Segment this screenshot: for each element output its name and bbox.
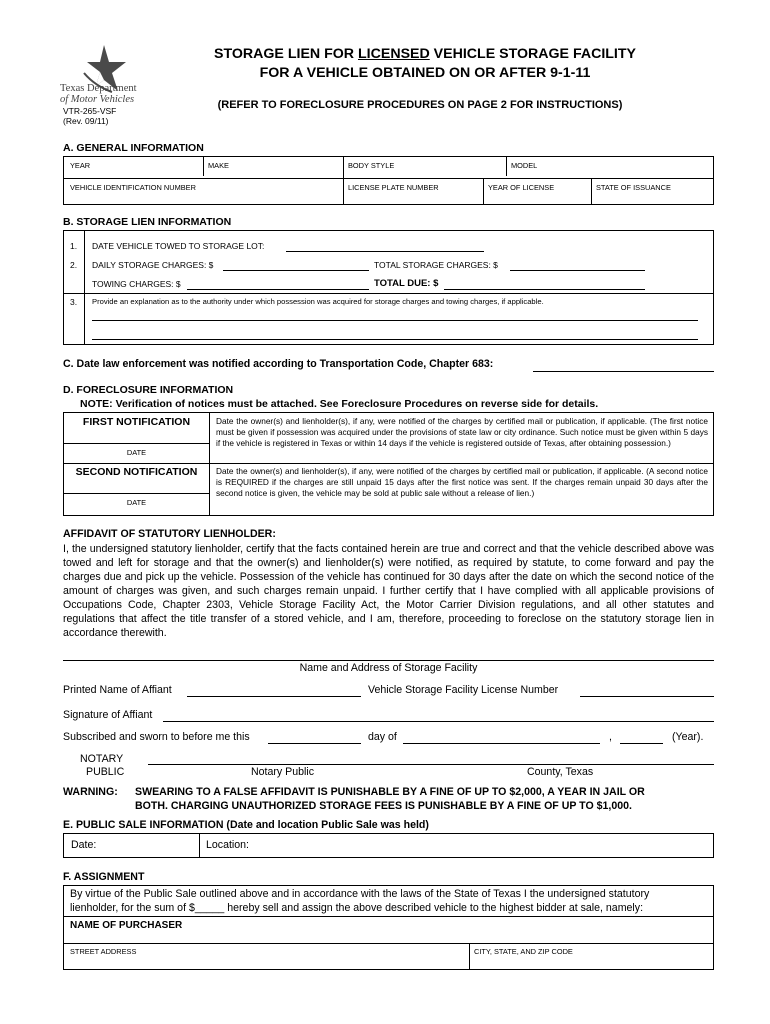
foreclosure-table bbox=[63, 412, 714, 516]
vin-field[interactable]: VEHICLE IDENTIFICATION NUMBER bbox=[70, 183, 196, 192]
title-part1: STORAGE LIEN FOR bbox=[214, 46, 358, 62]
license-plate-field[interactable]: LICENSE PLATE NUMBER bbox=[348, 183, 439, 192]
model-field[interactable]: MODEL bbox=[511, 161, 538, 170]
sworn-month-input[interactable] bbox=[403, 743, 600, 744]
item-2-number: 2. bbox=[70, 260, 78, 270]
total-storage-input[interactable] bbox=[510, 270, 645, 271]
sale-date-field[interactable]: Date: bbox=[71, 839, 97, 851]
form-subtitle: (REFER TO FORECLOSURE PROCEDURES ON PAGE 2 FOR INSTRUCTIONS) bbox=[217, 99, 623, 111]
section-c-label: C. Date law enforcement was notified according to Transportation Code, Chapter 683: bbox=[63, 358, 494, 370]
facility-license-label: Vehicle Storage Facility License Number bbox=[368, 684, 559, 696]
date-towed-input[interactable] bbox=[286, 251, 484, 252]
first-notification-date-field[interactable]: DATE bbox=[126, 448, 147, 457]
title-part2: VEHICLE STORAGE FACILITY bbox=[429, 46, 636, 62]
daily-storage-label: DAILY STORAGE CHARGES: $ bbox=[92, 260, 214, 270]
assignment-text-line1: By virtue of the Public Sale outlined above and in accordance with the laws of the State of Texas I the undersigned statutory bbox=[70, 888, 650, 900]
first-notification-label: FIRST NOTIFICATION bbox=[82, 416, 191, 428]
city-state-zip-field[interactable]: CITY, STATE, AND ZIP CODE bbox=[474, 947, 573, 956]
section-a-heading: A. GENERAL INFORMATION bbox=[63, 142, 204, 154]
item-1-number: 1. bbox=[70, 241, 78, 251]
daily-storage-input[interactable] bbox=[223, 270, 369, 271]
form-number: VTR-265-VSF bbox=[63, 106, 117, 116]
authority-explanation-line1[interactable] bbox=[92, 320, 698, 321]
make-field[interactable]: MAKE bbox=[208, 161, 229, 170]
sworn-day-input[interactable] bbox=[268, 743, 361, 744]
towing-charges-input[interactable] bbox=[187, 289, 369, 290]
notary-public-label: Notary Public bbox=[251, 766, 314, 778]
revision-date: (Rev. 09/11) bbox=[63, 116, 109, 126]
agency-name-line1: Texas Department bbox=[60, 83, 137, 94]
sale-location-field[interactable]: Location: bbox=[206, 839, 249, 851]
purchaser-name-field[interactable]: NAME OF PURCHASER bbox=[70, 920, 183, 931]
verification-note: NOTE: Verification of notices must be attached. See Foreclosure Procedures on reverse side for details. bbox=[80, 398, 599, 410]
warning-line1: SWEARING TO A FALSE AFFIDAVIT IS PUNISHABLE BY A FINE OF UP TO $2,000, A YEAR IN JAIL OR bbox=[135, 786, 645, 798]
general-info-table bbox=[63, 156, 714, 205]
year-of-license-field[interactable]: YEAR OF LICENSE bbox=[488, 183, 555, 192]
second-notification-date-field[interactable]: DATE bbox=[126, 498, 147, 507]
section-f-heading: F. ASSIGNMENT bbox=[63, 871, 145, 883]
warning-line2: BOTH. CHARGING UNAUTHORIZED STORAGE FEES IS PUNISHABLE BY A FINE OF UP TO $1,000. bbox=[135, 800, 632, 812]
total-storage-label: TOTAL STORAGE CHARGES: $ bbox=[374, 260, 498, 270]
assignment-text-line2: lienholder, for the sum of $_____ hereby sell and assign the above described vehicle to the highest bidder at sale, namely: bbox=[70, 902, 644, 914]
section-b-heading: B. STORAGE LIEN INFORMATION bbox=[63, 216, 232, 228]
agency-name-line2: of Motor Vehicles bbox=[60, 94, 135, 105]
signature-input[interactable] bbox=[163, 721, 714, 722]
authority-explanation-line2[interactable] bbox=[92, 339, 698, 340]
affidavit-heading: AFFIDAVIT OF STATUTORY LIENHOLDER: bbox=[63, 528, 276, 540]
street-address-field[interactable]: STREET ADDRESS bbox=[70, 947, 137, 956]
second-notification-text: Date the owner(s) and lienholder(s), if any, were notified of the charges by certified mail or publication, if applicable. (A second notice is REQUIRED if the charges are still unpaid 15 days after the first notice was sent. If the charges remain unpaid 30 days after the second notice is given, the vehicle may be sold at public sale without a release of lien.) bbox=[216, 466, 708, 498]
storage-facility-name-label: Name and Address of Storage Facility bbox=[299, 662, 478, 674]
storage-facility-name-input[interactable] bbox=[63, 660, 714, 661]
form-title-line2: FOR A VEHICLE OBTAINED ON OR AFTER 9-1-11 bbox=[259, 65, 591, 81]
public-label: PUBLIC bbox=[86, 766, 125, 778]
towing-charges-label: TOWING CHARGES: $ bbox=[92, 279, 181, 289]
notary-signature-input[interactable] bbox=[148, 764, 714, 765]
year-field[interactable]: YEAR bbox=[70, 161, 91, 170]
body-style-field[interactable]: BODY STYLE bbox=[348, 161, 395, 170]
state-of-issuance-field[interactable]: STATE OF ISSUANCE bbox=[596, 183, 671, 192]
form-title bbox=[190, 46, 660, 62]
public-sale-table bbox=[63, 833, 714, 858]
year-comma: , bbox=[609, 731, 612, 743]
law-enforcement-date-input[interactable] bbox=[533, 371, 714, 372]
facility-license-input[interactable] bbox=[580, 696, 714, 697]
notary-label: NOTARY bbox=[80, 753, 124, 765]
subscribed-label: Subscribed and sworn to before me this bbox=[63, 731, 250, 743]
warning-label: WARNING: bbox=[63, 786, 118, 798]
county-texas-label: County, Texas bbox=[527, 766, 594, 778]
title-underlined: LICENSED bbox=[358, 46, 430, 62]
authority-explanation-label: Provide an explanation as to the authority under which possession was acquired for storage charges and towing charges, if applicable. bbox=[92, 297, 544, 306]
sworn-year-input[interactable] bbox=[620, 743, 663, 744]
signature-label: Signature of Affiant bbox=[63, 709, 153, 721]
printed-name-input[interactable] bbox=[187, 696, 361, 697]
first-notification-text: Date the owner(s) and lienholder(s), if any, were notified of the charges by certified mail or publication, if applicable. (The first notice must be given if possession was acquired under the provisions of state law or city ordinance. Such notice must be given within 5 days if the vehicle is registered in Texas or within 14 days if the vehicle is registered outside of Texas, after obtaining possession.) bbox=[216, 416, 708, 448]
total-due-label: TOTAL DUE: $ bbox=[374, 278, 439, 289]
affidavit-body: I, the undersigned statutory lienholder, certify that the facts contained herein are true and correct and that the vehicle described above was towed and left for storage and that the owner(s) and lienholder(s) were notified, as required by statute, to come forward and pay the charges due and pick up the vehicle. Possession of the vehicle has continued for 30 days after the date on which the second notice of the amount of charges was given, and such charges remain unpaid. I further certify that I have complied with all applicable provisions of Occupations Code, Chapter 2303, Vehicle Storage Facility Act, the Motor Carrier Division regulations, and all other statutes and regulations that affect the title transfer of a stored vehicle, and I am, therefore, proceeding to foreclose on the statutory storage lien in accordance therewith. bbox=[63, 543, 714, 639]
section-d-heading: D. FORECLOSURE INFORMATION bbox=[63, 384, 234, 396]
year-label: (Year). bbox=[672, 731, 704, 743]
date-towed-label: DATE VEHICLE TOWED TO STORAGE LOT: bbox=[92, 241, 265, 251]
storage-lien-table bbox=[63, 230, 714, 345]
section-e-heading: E. PUBLIC SALE INFORMATION (Date and location Public Sale was held) bbox=[63, 819, 429, 831]
total-due-input[interactable] bbox=[444, 289, 645, 290]
day-of-label: day of bbox=[368, 731, 397, 743]
second-notification-label: SECOND NOTIFICATION bbox=[75, 466, 198, 478]
printed-name-label: Printed Name of Affiant bbox=[63, 684, 172, 696]
item-3-number: 3. bbox=[70, 297, 78, 307]
assignment-table bbox=[63, 885, 714, 970]
